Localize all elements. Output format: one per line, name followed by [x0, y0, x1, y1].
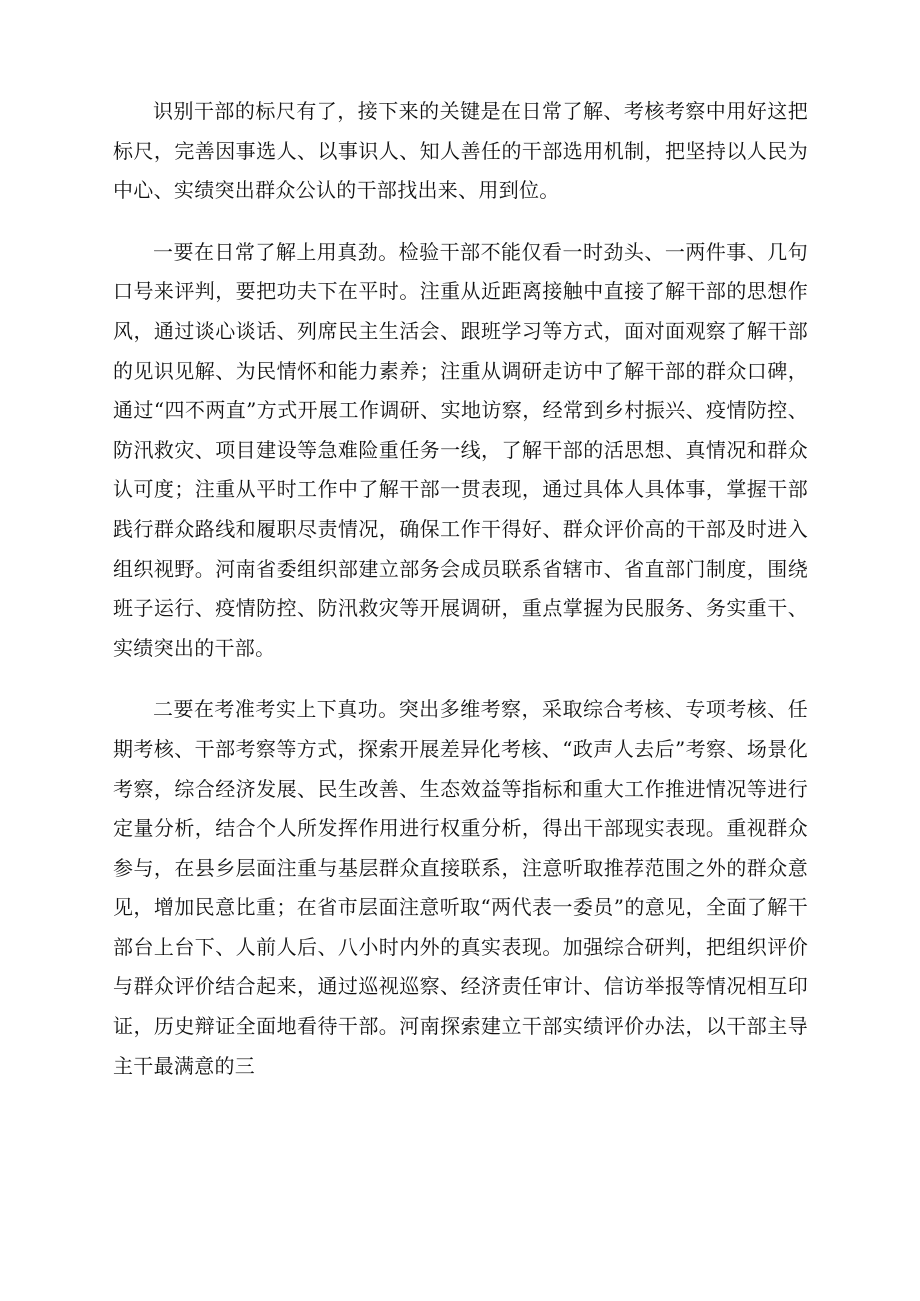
paragraph-daily-understanding: 一要在日常了解上用真劲。检验干部不能仅看一时劲头、一两件事、几句口号来评判，要把功夫下在平时。注重从近距离接触中直接了解干部的思想作风，通过谈心谈话、列席民主生活会、跟班学习等方式，面对面观察了解干部的见识见解、为民情怀和能力素养；注重从调研走访中了解干部的群众口碑，通过“四不两直”方式开展工作调研、实地访察，经常到乡村振兴、疫情防控、防汛救灾、项目建设等急难险重任务一线，了解干部的活思想、真情况和群众认可度；注重从平时工作中了解干部一贯表现，通过具体人具体事，掌握干部践行群众路线和履职尽责情况，确保工作干得好、群众评价高的干部及时进入组织视野。河南省委组织部建立部务会成员联系省辖市、省直部门制度，围绕班子运行、疫情防控、防汛救灾等开展调研，重点掌握为民服务、务实重干、实绩突出的干部。 — [113, 239, 808, 660]
paragraph-intro: 识别干部的标尺有了，接下来的关键是在日常了解、考核考察中用好这把标尺，完善因事选人、以事识人、知人善任的干部选用机制，把坚持以人民为中心、实绩突出群众公认的干部找出来、用到位。 — [113, 99, 808, 203]
document-body — [113, 92, 808, 1108]
paragraph-accurate-assessment: 二要在考准考实上下真功。突出多维考察，采取综合考核、专项考核、任期考核、干部考察等方式，探索开展差异化考核、“政声人去后”考察、场景化考察，综合经济发展、民生改善、生态效益等指标和重大工作推进情况等进行定量分析，结合个人所发挥作用进行权重分析，得出干部现实表现。重视群众参与，在县乡层面注重与基层群众直接联系，注意听取推荐范围之外的群众意见，增加民意比重；在省市层面注意听取“两代表一委员”的意见，全面了解干部台上台下、人前人后、八小时内外的真实表现。加强综合研判，把组织评价与群众评价结合起来，通过巡视巡察、经济责任审计、信访举报等情况相互印证，历史辩证全面地看待干部。河南探索建立干部实绩评价办法，以干部主导主干最满意的三 — [113, 697, 808, 1078]
